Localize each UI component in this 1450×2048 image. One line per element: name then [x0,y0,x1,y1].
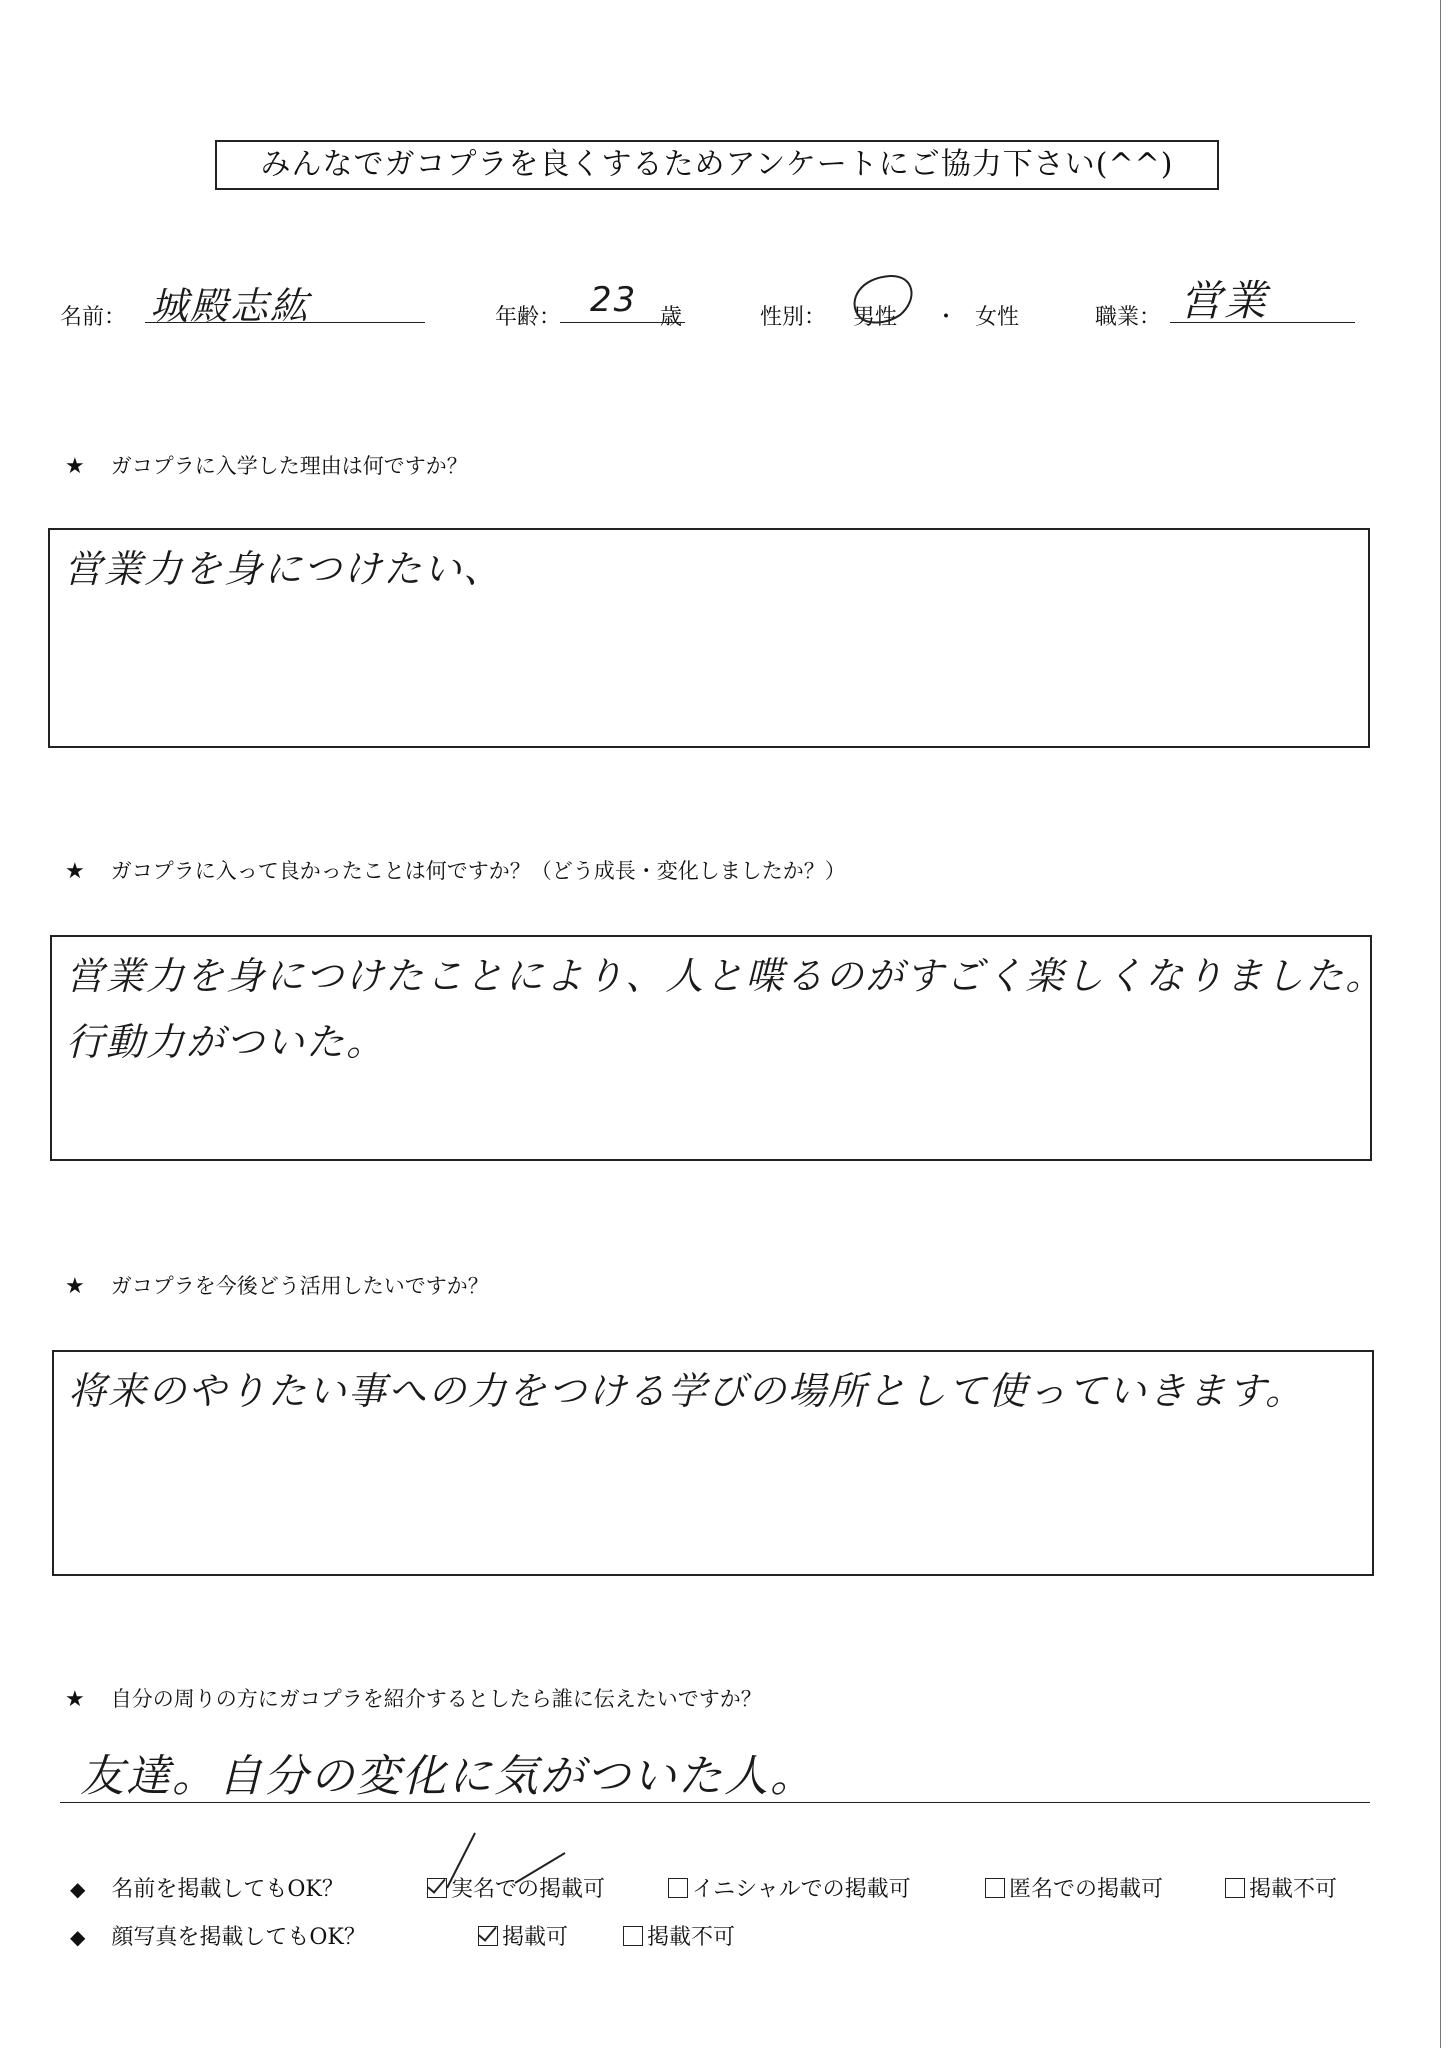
option-real-name[interactable]: 実名での掲載可 [427,1872,605,1903]
answer-4-underline [60,1802,1370,1803]
job-value[interactable]: 営業 [1180,276,1269,325]
checkbox[interactable] [623,1926,643,1946]
answer-4[interactable]: 友達。自分の変化に気がついた人。 [80,1751,816,1802]
gender-circle-mark [840,270,920,330]
gender-separator: ・ [935,305,958,330]
star-icon: ★ [65,1687,85,1712]
option-initials[interactable]: イニシャルでの掲載可 [668,1872,911,1903]
checkbox[interactable] [985,1878,1005,1898]
gender-option-male[interactable]: 男性 [853,305,898,330]
checkbox[interactable] [1225,1878,1245,1898]
answer-box-2[interactable] [50,935,1386,1161]
name-underline [145,322,425,323]
question-text: 自分の周りの方にガコプラを紹介するとしたら誰に伝えたいですか？ [110,1687,762,1711]
job-label: 職業： [1095,305,1162,330]
diamond-icon: ◆ [70,1877,86,1901]
question-3 [65,1270,489,1300]
consent-photo-question: 顔写真を掲載してもOK？ [111,1925,366,1950]
star-icon: ★ [65,1274,85,1299]
name-label: 名前： [60,305,127,330]
option-name-not-allowed[interactable]: 掲載不可 [1225,1872,1337,1903]
option-photo-not-allowed[interactable]: 掲載不可 [623,1920,735,1951]
job-underline [1170,322,1355,323]
answer-line: 将来のやりたい事への力をつける学びの場所として使っていきます。 [68,1369,1305,1413]
consent-photo-row [70,1920,366,1951]
gender-label: 性別： [760,305,827,330]
diamond-icon: ◆ [70,1925,86,1949]
handwritten-check-stroke [425,1828,585,1898]
gender-option-female[interactable]: 女性 [975,305,1020,330]
question-2 [65,855,846,885]
answer-line: 行動力がついた。 [66,1020,387,1064]
scan-edge-line [1440,0,1441,2048]
star-icon: ★ [65,454,85,479]
answer-line: 営業力を身につけたい、 [64,547,504,591]
star-icon: ★ [65,859,85,884]
answer-box-1[interactable] [48,528,1370,748]
checkbox-checked[interactable] [478,1926,498,1946]
consent-name-row [70,1872,344,1903]
answer-line: 営業力を身につけたことにより、人と喋るのがすごく楽しくなりました。 [66,954,1386,998]
age-underline [560,322,685,323]
question-text: ガコプラに入って良かったことは何ですか？（どう成長・変化しましたか？） [110,859,846,883]
checkbox[interactable] [668,1878,688,1898]
age-value[interactable]: 23 [590,280,638,320]
question-text: ガコプラに入学した理由は何ですか？ [110,454,468,478]
question-4 [65,1683,762,1713]
name-value[interactable]: 城殿志紘 [150,284,311,328]
age-label: 年齢： [495,305,562,330]
question-text: ガコプラを今後どう活用したいですか？ [110,1274,489,1298]
age-unit: 歳 [660,305,683,330]
option-anonymous[interactable]: 匿名での掲載可 [985,1872,1163,1903]
option-photo-allowed[interactable]: 掲載可 [478,1920,568,1951]
survey-title: みんなでガコプラを良くするためアンケートにご協力下さい(^^) [215,140,1219,190]
answer-box-3[interactable] [52,1350,1374,1576]
question-1 [65,450,468,480]
consent-name-question: 名前を掲載してもOK？ [111,1877,344,1902]
